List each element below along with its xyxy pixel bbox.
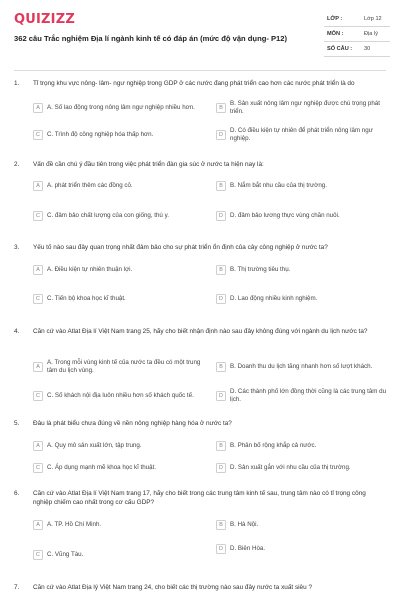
option-d[interactable] — [216, 205, 396, 227]
question-4 — [14, 328, 386, 408]
meta-row-class — [324, 12, 390, 27]
question-text: Căn cứ vào Atlat Địa lý Việt Nam trang 24, cho biết các thị trường nào sau đây nước ta xuất siêu ? — [33, 584, 312, 591]
question-number: 7. — [14, 584, 20, 591]
option-letter-box[interactable]: D — [216, 211, 226, 221]
option-a[interactable] — [33, 435, 213, 457]
option-letter-box[interactable]: D — [216, 294, 226, 304]
option-text: B. Hà Nội. — [230, 521, 259, 528]
option-letter-box[interactable]: A — [33, 441, 43, 451]
option-text: D. Có điều kiện tự nhiên để phát triển nông lâm ngư nghiệp. — [230, 127, 373, 142]
option-letter-box[interactable]: B — [216, 181, 226, 191]
option-letter-box[interactable]: C — [33, 211, 43, 221]
meta-value: Địa lý — [364, 31, 378, 37]
option-letter-box[interactable]: A — [33, 265, 43, 275]
meta-value: 30 — [364, 46, 371, 52]
option-text: D. Sản xuất gắn với nhu cầu của thị trường. — [230, 464, 351, 471]
option-text: D. Biên Hòa. — [230, 545, 266, 552]
question-3 — [14, 244, 386, 312]
option-letter-box[interactable]: C — [33, 550, 43, 560]
option-letter-box[interactable]: C — [33, 391, 43, 401]
option-a[interactable] — [33, 259, 213, 281]
option-c[interactable] — [33, 124, 213, 146]
option-text: C. Vũng Tàu. — [47, 551, 84, 558]
question-number: 2. — [14, 161, 20, 168]
option-a[interactable] — [33, 356, 213, 378]
option-c[interactable] — [33, 544, 213, 566]
option-text: B. Phân bố rộng khắp cả nước. — [230, 442, 317, 449]
option-text: C. Số khách nội địa luôn nhiều hơn số khách quốc tế. — [47, 392, 194, 399]
option-b[interactable] — [216, 259, 396, 281]
option-c[interactable] — [33, 205, 213, 227]
option-letter-box[interactable]: B — [216, 362, 226, 372]
question-5 — [14, 420, 386, 482]
option-a[interactable] — [33, 97, 213, 119]
option-letter-box[interactable]: C — [33, 294, 43, 304]
document-title: 362 câu Trắc nghiệm Địa lí ngành kinh tế có đáp án (mức độ vận dụng- P12) — [14, 34, 288, 43]
question-number: 5. — [14, 420, 20, 427]
option-letter-box[interactable]: B — [216, 441, 226, 451]
option-d[interactable] — [216, 288, 396, 310]
question-text: Yếu tố nào sau đây quan trọng nhất đảm bảo cho sự phát triển ổn định của cây công nghiệp ở nước ta? — [33, 244, 328, 251]
option-text: B. Doanh thu du lịch tăng nhanh hơn số lượt khách. — [230, 363, 373, 370]
question-text: Vấn đề cần chú ý đầu tiên trong việc phát triển đàn gia súc ở nước ta hiện nay là: — [33, 161, 264, 168]
option-letter-box[interactable]: D — [216, 544, 226, 554]
option-a[interactable] — [33, 514, 213, 536]
option-letter-box[interactable]: B — [216, 265, 226, 275]
question-number: 4. — [14, 328, 20, 335]
question-number: 1. — [14, 80, 20, 87]
option-a[interactable] — [33, 175, 213, 197]
question-number: 6. — [14, 490, 20, 497]
option-d[interactable] — [216, 385, 396, 407]
question-7 — [14, 584, 386, 596]
option-b[interactable] — [216, 435, 396, 457]
option-letter-box[interactable]: B — [216, 103, 226, 113]
option-b[interactable] — [216, 97, 396, 119]
option-text: A. Điều kiện tự nhiên thuận lợi. — [47, 266, 133, 273]
option-text: A. Quy mô sản xuất lớn, tập trung. — [47, 442, 142, 449]
option-b[interactable] — [216, 514, 396, 536]
question-text: Căn cứ vào Atlat Địa lí Việt Nam trang 17, hãy cho biết trong các trung tâm kinh tế sau, trung tâm nào có tỉ trọng công nghiệp chiếm cao nhất trong cơ cấu GDP? — [33, 490, 366, 506]
option-letter-box[interactable]: D — [216, 391, 226, 401]
option-letter-box[interactable]: C — [33, 130, 43, 140]
option-letter-box[interactable]: A — [33, 520, 43, 530]
option-text: A. Trong mỗi vùng kinh tế của nước ta đều có một trung tâm du lịch vùng. — [47, 359, 201, 374]
document-header — [0, 0, 400, 64]
option-letter-box[interactable]: A — [33, 362, 43, 372]
question-text: Đâu là phát biểu chưa đúng về nền nông nghiệp hàng hóa ở nước ta? — [33, 420, 232, 427]
meta-label: SỐ CÂU : — [327, 46, 353, 52]
option-letter-box[interactable]: A — [33, 103, 43, 113]
option-b[interactable] — [216, 175, 396, 197]
option-text: B. Nắm bắt nhu cầu của thị trường. — [230, 182, 327, 189]
option-text: A. Số lao động trong nông lâm ngư nghiệp nhiều hơn. — [47, 104, 195, 111]
option-text: B. Sản xuất nông lâm ngư nghiệp được chú trọng phát triển. — [230, 100, 380, 115]
option-d[interactable] — [216, 457, 396, 479]
option-letter-box[interactable]: B — [216, 520, 226, 530]
question-1 — [14, 80, 386, 148]
meta-row-count — [324, 42, 390, 57]
option-text: D. Lao động nhiều kinh nghiệm. — [230, 295, 318, 302]
option-c[interactable] — [33, 385, 213, 407]
option-letter-box[interactable]: A — [33, 181, 43, 191]
option-d[interactable] — [216, 124, 396, 146]
meta-table — [324, 12, 390, 57]
option-letter-box[interactable]: C — [33, 463, 43, 473]
option-text: D. đảm bảo lương thực vùng chăn nuôi. — [230, 212, 340, 219]
option-text: C. Tiến bộ khoa học kĩ thuật. — [47, 295, 126, 302]
option-text: C. Áp dụng mạnh mẽ khoa học kĩ thuật. — [47, 464, 157, 471]
header-divider — [14, 70, 386, 71]
question-number: 3. — [14, 244, 20, 251]
option-text: C. đảm bảo chất lượng của con giống, thú y. — [47, 212, 169, 219]
option-d[interactable] — [216, 538, 396, 560]
question-text: Tỉ trọng khu vực nông- lâm- ngư nghiệp trong GDP ở các nước đang phát triển cao hơn các nước phát triển là do — [33, 80, 355, 87]
option-letter-box[interactable]: D — [216, 130, 226, 140]
meta-value: Lớp 12 — [364, 16, 382, 22]
question-text: Căn cứ vào Atlat Địa lí Việt Nam trang 25, hãy cho biết nhận định nào sau đây không đúng với ngành du lịch nước ta? — [33, 328, 368, 335]
question-6 — [14, 490, 386, 570]
meta-label: MÔN : — [327, 31, 344, 37]
option-c[interactable] — [33, 457, 213, 479]
option-text: B. Thị trường tiêu thụ. — [230, 266, 291, 273]
question-2 — [14, 161, 386, 229]
quizizz-logo: QUIZIZZ — [14, 12, 75, 27]
option-text: A. phát triển thêm các đồng cỏ. — [47, 182, 133, 189]
option-text: C. Trình độ công nghiệp hóa thấp hơn. — [47, 131, 154, 138]
option-b[interactable] — [216, 356, 396, 378]
option-text: A. TP. Hồ Chí Minh. — [47, 521, 102, 528]
meta-row-subject — [324, 27, 390, 42]
option-text: D. Các thành phố lớn đồng thời cũng là các trung tâm du lịch. — [230, 388, 387, 403]
option-c[interactable] — [33, 288, 213, 310]
option-letter-box[interactable]: D — [216, 463, 226, 473]
meta-label: LỚP : — [327, 16, 343, 22]
